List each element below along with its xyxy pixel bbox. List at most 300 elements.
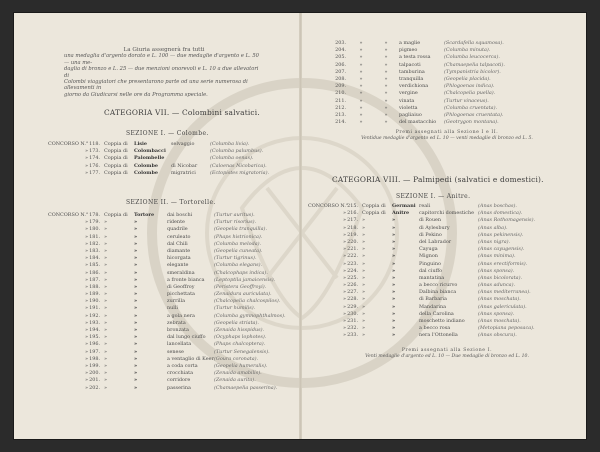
latin-name: (Caloenas Nicobarica). bbox=[210, 162, 267, 169]
concorso-number: 210. bbox=[335, 90, 346, 97]
coppia-label: Coppia di bbox=[104, 155, 128, 162]
concorso-number: 200. bbox=[89, 370, 100, 377]
coppia-label: » bbox=[362, 318, 365, 324]
latin-name: (Turtur auritus). bbox=[214, 212, 255, 218]
concorso-label: » bbox=[343, 238, 346, 245]
concorso-number: 211. bbox=[335, 97, 346, 104]
species-group: » bbox=[134, 334, 138, 341]
common-name: nera l'Ottonella bbox=[419, 332, 458, 339]
species-group: » bbox=[134, 327, 138, 333]
latin-name: (Anas galericulata). bbox=[478, 303, 527, 310]
concorso-label: » bbox=[85, 155, 88, 162]
concorso-number: 227. bbox=[347, 289, 358, 296]
common-name: a maglie bbox=[399, 40, 421, 46]
latin-name: (Chamaepelia passerina). bbox=[214, 384, 278, 391]
ditto-mark: » bbox=[384, 90, 388, 97]
list-item bbox=[48, 155, 269, 162]
common-name: reali bbox=[419, 203, 431, 209]
concorso-label: » bbox=[85, 334, 88, 341]
species-group: » bbox=[392, 224, 396, 231]
concorso-number: 230. bbox=[347, 310, 358, 317]
species-group: » bbox=[134, 348, 138, 355]
concorso-number: 222. bbox=[347, 253, 358, 260]
species-group: » bbox=[134, 362, 138, 369]
ditto-mark: » bbox=[384, 104, 388, 111]
concorso-number: 118. bbox=[89, 141, 100, 147]
concorso-number: 194. bbox=[89, 327, 100, 333]
list-item bbox=[330, 54, 505, 61]
concorso-number: 204. bbox=[335, 47, 346, 54]
ditto-mark: » bbox=[359, 111, 363, 118]
common-name: hicorgata bbox=[167, 255, 191, 262]
concorso-label: » bbox=[85, 240, 88, 247]
list-item bbox=[48, 277, 286, 284]
common-name: ceruleato bbox=[167, 233, 191, 240]
common-name: selvaggio bbox=[171, 141, 195, 147]
coppia-label: » bbox=[104, 348, 107, 355]
species-group: Anitre bbox=[392, 210, 410, 217]
ditto-mark: » bbox=[359, 104, 363, 111]
latin-name: (Geopelia humeralis). bbox=[214, 362, 268, 369]
common-name: migratrici bbox=[171, 169, 196, 176]
latin-name: (Anas adunca). bbox=[478, 282, 516, 289]
concorso-label: » bbox=[85, 219, 88, 226]
latin-name: (Ectopistes migratoria). bbox=[210, 169, 270, 176]
concorso-label: » bbox=[85, 255, 88, 262]
ditto-mark: » bbox=[359, 83, 363, 90]
latin-name: (Columba leucocerca). bbox=[444, 54, 500, 61]
list-item bbox=[48, 385, 286, 392]
latin-name: (Geotrygon montana). bbox=[444, 119, 499, 126]
list-item bbox=[308, 332, 535, 339]
concorso-number: 226. bbox=[347, 282, 358, 289]
common-name: di Geoffroy bbox=[167, 283, 195, 290]
latin-name: (Columba livia). bbox=[210, 141, 250, 147]
common-name: verdichiona bbox=[399, 83, 429, 90]
species-group: Lisie bbox=[134, 141, 148, 147]
common-name: vergine bbox=[399, 90, 418, 97]
intro-line: daglia di bronzo e L. 25 — due menzioni onorevoli e L. 10 a due allevatori di bbox=[64, 66, 259, 79]
concorso-label: » bbox=[343, 332, 346, 339]
concorso-number: 186. bbox=[89, 269, 100, 276]
common-name: di Pekino bbox=[419, 231, 442, 238]
concorso-label: » bbox=[343, 289, 346, 296]
concorso-number: 178. bbox=[89, 212, 100, 218]
ditto-mark: » bbox=[384, 54, 388, 61]
concorso-number: 187. bbox=[89, 276, 100, 283]
species-group: » bbox=[392, 318, 396, 324]
coppia-label: Coppia di bbox=[362, 203, 386, 209]
intro-line: giorno da Giudicarsi nelle ore da Programma speciale. bbox=[64, 91, 208, 98]
latin-name: (Anas moschata). bbox=[478, 318, 521, 324]
coppia-label: » bbox=[362, 238, 365, 245]
list-item bbox=[330, 112, 505, 119]
concorso-label: » bbox=[85, 355, 88, 362]
coppia-label: Coppia di bbox=[104, 212, 128, 218]
common-name: a gola nera bbox=[167, 312, 195, 319]
common-name: Pinguino bbox=[419, 260, 441, 267]
common-name: zebrata bbox=[167, 319, 186, 326]
common-name: Dalbina bianca bbox=[419, 289, 457, 296]
concorso-number: 229. bbox=[347, 303, 358, 310]
concorso-number: 177. bbox=[89, 169, 100, 176]
latin-name: (Anas Rothomagensis). bbox=[478, 217, 536, 224]
coppia-label: » bbox=[362, 332, 365, 339]
concorso-number: 206. bbox=[335, 61, 346, 68]
concorso-label: » bbox=[85, 341, 88, 348]
list-item bbox=[48, 226, 286, 233]
ditto-mark: » bbox=[384, 68, 388, 75]
concorso-label: » bbox=[343, 267, 346, 274]
list-item bbox=[330, 105, 505, 112]
coppia-label: » bbox=[104, 291, 107, 298]
coppia-label: » bbox=[104, 362, 107, 369]
common-name: della Carolina bbox=[419, 310, 454, 317]
list-item bbox=[48, 170, 269, 177]
common-name: zurrilla bbox=[167, 298, 186, 305]
concorso-number: 197. bbox=[89, 348, 100, 355]
concorso-number: 199. bbox=[89, 362, 100, 369]
concorso-label: » bbox=[85, 298, 88, 305]
concorso-label: » bbox=[85, 283, 88, 290]
coppia-label: » bbox=[362, 310, 365, 317]
anitre-list bbox=[308, 203, 535, 340]
latin-name: (Anas obscura). bbox=[478, 332, 517, 339]
concorso-number: 190. bbox=[89, 298, 100, 305]
ditto-mark: » bbox=[359, 97, 363, 104]
species-group: » bbox=[134, 341, 138, 348]
concorso-label: CONCORSO N.° bbox=[308, 203, 349, 209]
concorso-number: 228. bbox=[347, 296, 358, 303]
common-name: a becco ricurvo bbox=[419, 282, 458, 289]
concorso-number: 183. bbox=[89, 247, 100, 254]
concorso-label: » bbox=[85, 327, 88, 333]
species-group: » bbox=[134, 319, 138, 326]
common-name: violetta bbox=[399, 104, 418, 111]
coppia-label: » bbox=[104, 341, 107, 348]
concorso-number: 202. bbox=[89, 384, 100, 391]
ditto-mark: » bbox=[384, 97, 388, 104]
latin-name: (Metopiana peposaca). bbox=[478, 325, 535, 332]
latin-name: (Turtur risorius). bbox=[214, 219, 257, 226]
concorso-number: 225. bbox=[347, 274, 358, 281]
coppia-label: » bbox=[362, 224, 365, 231]
species-group: Palombelle bbox=[134, 155, 165, 162]
species-group: » bbox=[134, 305, 138, 312]
list-item bbox=[48, 313, 286, 320]
coppia-label: » bbox=[362, 260, 365, 267]
latin-name: (Phlogoenas indica). bbox=[444, 83, 495, 90]
coppia-label: » bbox=[362, 282, 365, 289]
coppia-label: » bbox=[362, 289, 365, 296]
latin-name: (Zenaida aurita). bbox=[214, 377, 256, 384]
common-name: pigmeo bbox=[399, 47, 418, 54]
latin-name: (Columba gymnophthalmos). bbox=[214, 312, 286, 319]
common-name: del Labrador bbox=[419, 238, 452, 245]
species-group: » bbox=[392, 282, 396, 289]
ditto-mark: » bbox=[384, 83, 388, 90]
concorso-label: » bbox=[85, 269, 88, 276]
common-name: a testa rossa bbox=[399, 54, 431, 61]
latin-name: (Anas pekinensis). bbox=[478, 231, 524, 238]
latin-name: (Columba oenas). bbox=[210, 155, 254, 162]
common-name: mantatina bbox=[419, 274, 445, 281]
species-group: » bbox=[392, 310, 396, 317]
latin-name: (Phaps histrionica). bbox=[214, 233, 263, 240]
coppia-label: » bbox=[104, 219, 107, 226]
common-name: passerina bbox=[167, 384, 191, 391]
latin-name: (Geopelia placida). bbox=[444, 75, 491, 82]
common-name: crocchiata bbox=[167, 370, 194, 377]
latin-name: (Columba elegans). bbox=[214, 262, 263, 269]
list-item bbox=[48, 305, 286, 312]
list-item bbox=[48, 320, 286, 327]
species-group: » bbox=[392, 260, 396, 267]
concorso-label: » bbox=[343, 260, 346, 267]
latin-name: (Scardafella squamosa). bbox=[444, 40, 504, 46]
coppia-label: Coppia di bbox=[104, 148, 128, 155]
intro-paragraph bbox=[64, 47, 264, 98]
left-page bbox=[14, 13, 299, 439]
latin-name: (Leptoptila jamaicensis). bbox=[214, 276, 276, 283]
concorso-number: 198. bbox=[89, 355, 100, 362]
common-name: bronzata bbox=[167, 327, 189, 333]
list-item bbox=[48, 377, 286, 384]
common-name: del mastacchio bbox=[399, 119, 437, 126]
concorso-label: » bbox=[343, 274, 346, 281]
concorso-label: » bbox=[85, 348, 88, 355]
list-item bbox=[308, 304, 535, 311]
common-name: talpacoti bbox=[399, 61, 421, 68]
coppia-label: » bbox=[104, 312, 107, 319]
ditto-mark: » bbox=[359, 54, 363, 61]
species-group: » bbox=[392, 231, 396, 238]
concorso-label: » bbox=[343, 253, 346, 260]
concorso-number: 224. bbox=[347, 267, 358, 274]
concorso-number: 191. bbox=[89, 305, 100, 312]
document-spread bbox=[14, 13, 586, 439]
latin-name: (Anas minima). bbox=[478, 253, 516, 260]
list-item bbox=[48, 356, 286, 363]
ditto-mark: » bbox=[384, 61, 388, 68]
category-vii-title: CATEGORIA VII. — Colombini salvatici. bbox=[104, 108, 260, 117]
tortorelle-continued-list bbox=[330, 40, 505, 126]
concorso-label: » bbox=[85, 148, 88, 155]
species-group: » bbox=[134, 370, 138, 377]
concorso-number: 203. bbox=[335, 40, 346, 46]
latin-name: (Turtur Senegalensis). bbox=[214, 348, 270, 355]
latin-name: (Anas sponsa). bbox=[478, 267, 515, 274]
concorso-number: 219. bbox=[347, 231, 358, 238]
concorso-number: 233. bbox=[347, 332, 358, 339]
common-name: tamburina bbox=[399, 68, 425, 75]
coppia-label: » bbox=[362, 267, 365, 274]
premi-heading: Premi assegnati alla Sezione I. bbox=[401, 348, 493, 353]
concorso-label: » bbox=[85, 319, 88, 326]
common-name: Cayuga bbox=[419, 246, 438, 253]
latin-name: (Zenaida hisspidus). bbox=[214, 327, 265, 333]
species-group: » bbox=[392, 332, 396, 339]
species-group: » bbox=[134, 276, 138, 283]
concorso-label: » bbox=[343, 246, 346, 253]
concorso-number: 182. bbox=[89, 240, 100, 247]
coppia-label: » bbox=[362, 246, 365, 253]
concorso-label: » bbox=[85, 312, 88, 319]
species-group: » bbox=[134, 226, 138, 233]
concorso-label: » bbox=[85, 262, 88, 269]
latin-name: (Tympanistria bicolor). bbox=[444, 68, 501, 75]
list-item bbox=[48, 262, 286, 269]
latin-name: (Columba minuta). bbox=[444, 47, 491, 54]
common-name: dal lungo ciuffo bbox=[167, 334, 206, 341]
concorso-number: 231. bbox=[347, 318, 358, 324]
intro-heading: La Giuria assegnerà fra tutti bbox=[123, 47, 205, 53]
latin-name: (Anas cayugensis). bbox=[478, 246, 525, 253]
common-name: ridente bbox=[167, 219, 185, 226]
latin-name: (Anas moschata). bbox=[478, 296, 521, 303]
latin-name: (Chamaepelia talpacoti). bbox=[444, 61, 505, 68]
coppia-label: » bbox=[104, 305, 107, 312]
ditto-mark: » bbox=[359, 68, 363, 75]
intro-line: Colombi viaggiatori che presentarono parte od una serie numerosa di allevamenti in bbox=[64, 79, 248, 92]
concorso-number: 195. bbox=[89, 334, 100, 341]
common-name: diamante bbox=[167, 247, 191, 254]
ditto-mark: » bbox=[384, 47, 388, 54]
coppia-label: » bbox=[104, 247, 107, 254]
common-name: moschetto indiano bbox=[419, 318, 465, 324]
concorso-label: » bbox=[343, 217, 346, 224]
latin-name: (Anas mediterranea). bbox=[478, 289, 531, 296]
species-group: Colombe bbox=[134, 162, 158, 169]
concorso-label: CONCORSO N.° bbox=[48, 212, 89, 218]
concorso-number: 181. bbox=[89, 233, 100, 240]
premi-heading: Premi assegnati alla Sezione I e II. bbox=[395, 130, 499, 135]
ditto-mark: » bbox=[384, 75, 388, 82]
species-group: » bbox=[392, 296, 396, 303]
species-group: » bbox=[134, 384, 138, 391]
concorso-label: » bbox=[343, 210, 346, 217]
common-name: corridore bbox=[167, 377, 191, 384]
concorso-number: 201. bbox=[89, 377, 100, 384]
concorso-label: » bbox=[85, 305, 88, 312]
concorso-label: » bbox=[343, 303, 346, 310]
concorso-label: » bbox=[85, 233, 88, 240]
coppia-label: » bbox=[362, 217, 365, 224]
common-name bbox=[168, 148, 207, 155]
coppia-label: » bbox=[104, 255, 107, 262]
concorso-number: 189. bbox=[89, 291, 100, 298]
coppia-label: » bbox=[104, 355, 107, 362]
species-group: » bbox=[134, 377, 138, 384]
coppia-label: » bbox=[104, 384, 107, 391]
coppia-label: » bbox=[104, 226, 107, 233]
latin-name: (Geopelia tranquilla). bbox=[214, 226, 267, 233]
species-group: » bbox=[134, 219, 138, 226]
latin-name: (Zenaida amabilis). bbox=[214, 370, 262, 377]
concorso-label: » bbox=[343, 296, 346, 303]
species-group: Colombacci bbox=[134, 148, 166, 155]
common-name: smeraldina bbox=[167, 269, 195, 276]
concorso-label: » bbox=[343, 310, 346, 317]
latin-name: (Anas bicolorata). bbox=[478, 274, 523, 281]
list-item bbox=[330, 98, 505, 105]
species-group: » bbox=[392, 274, 396, 281]
concorso-number: 188. bbox=[89, 283, 100, 290]
species-group: » bbox=[392, 303, 396, 310]
concorso-number: 217. bbox=[347, 217, 358, 224]
coppia-label: » bbox=[362, 303, 365, 310]
species-group: » bbox=[134, 262, 138, 269]
concorso-number: 176. bbox=[89, 162, 100, 169]
coppia-label: » bbox=[362, 231, 365, 238]
common-name: di Nicobar bbox=[171, 162, 198, 169]
ditto-mark: » bbox=[359, 61, 363, 68]
ditto-mark: » bbox=[384, 119, 388, 126]
species-group: Tortore bbox=[134, 212, 155, 218]
species-group: » bbox=[392, 325, 396, 332]
ditto-mark: » bbox=[359, 119, 363, 126]
coppia-label: » bbox=[104, 262, 107, 269]
common-name: tranquilla bbox=[399, 75, 424, 82]
common-name: di Rouen bbox=[419, 217, 442, 224]
latin-name: (Columba palumbus). bbox=[210, 148, 264, 155]
concorso-number: 216. bbox=[347, 210, 358, 217]
common-name: dal Chili bbox=[167, 240, 188, 247]
coppia-label: Coppia di bbox=[362, 210, 386, 217]
common-name: senese bbox=[167, 348, 184, 355]
list-item bbox=[48, 349, 286, 356]
concorso-number: 215. bbox=[347, 203, 358, 209]
common-name: elegante bbox=[167, 262, 189, 269]
concorso-label: » bbox=[85, 384, 88, 391]
concorso-number: 209. bbox=[335, 83, 346, 90]
concorso-label: » bbox=[343, 282, 346, 289]
list-item bbox=[308, 217, 535, 224]
concorso-label: CONCORSO N.° bbox=[48, 141, 89, 147]
common-name: di Aylesbury bbox=[419, 224, 450, 231]
list-item bbox=[308, 225, 535, 232]
concorso-number: 207. bbox=[335, 68, 346, 75]
section-tortorelle-title: SEZIONE II. — Tortorelle. bbox=[126, 199, 216, 206]
intro-line: una medaglia d'argento dorato e L. 100 — due medaglie d'argento e L. 50 — una me- bbox=[64, 53, 259, 66]
latin-name: (Ocyphaps lophotes). bbox=[214, 334, 267, 341]
coppia-label: » bbox=[104, 319, 107, 326]
concorso-number: 196. bbox=[89, 341, 100, 348]
species-group: » bbox=[134, 283, 138, 290]
list-item bbox=[308, 232, 535, 239]
coppia-label: Coppia di bbox=[104, 169, 128, 176]
common-name: capitorchi domestiche bbox=[419, 210, 475, 217]
coppia-label: Coppia di bbox=[104, 141, 128, 147]
concorso-label: » bbox=[85, 247, 88, 254]
ditto-mark: » bbox=[359, 40, 363, 46]
species-group: Germani bbox=[392, 203, 416, 209]
latin-name: (Chalcopelia puella). bbox=[444, 90, 496, 97]
concorso-number: 184. bbox=[89, 255, 100, 262]
common-name: Mandarina bbox=[419, 303, 447, 310]
species-group: » bbox=[392, 238, 396, 245]
latin-name: (Columba cruentata). bbox=[444, 104, 498, 111]
concorso-number: 192. bbox=[89, 312, 100, 319]
list-item bbox=[330, 62, 505, 69]
concorso-number: 213. bbox=[335, 111, 346, 118]
concorso-number: 179. bbox=[89, 219, 100, 226]
latin-name: (Turtur vinaceus). bbox=[444, 97, 489, 104]
concorso-number: 173. bbox=[89, 148, 100, 155]
list-item bbox=[48, 284, 286, 291]
species-group: » bbox=[134, 355, 138, 362]
tortorelle-list bbox=[48, 212, 286, 392]
